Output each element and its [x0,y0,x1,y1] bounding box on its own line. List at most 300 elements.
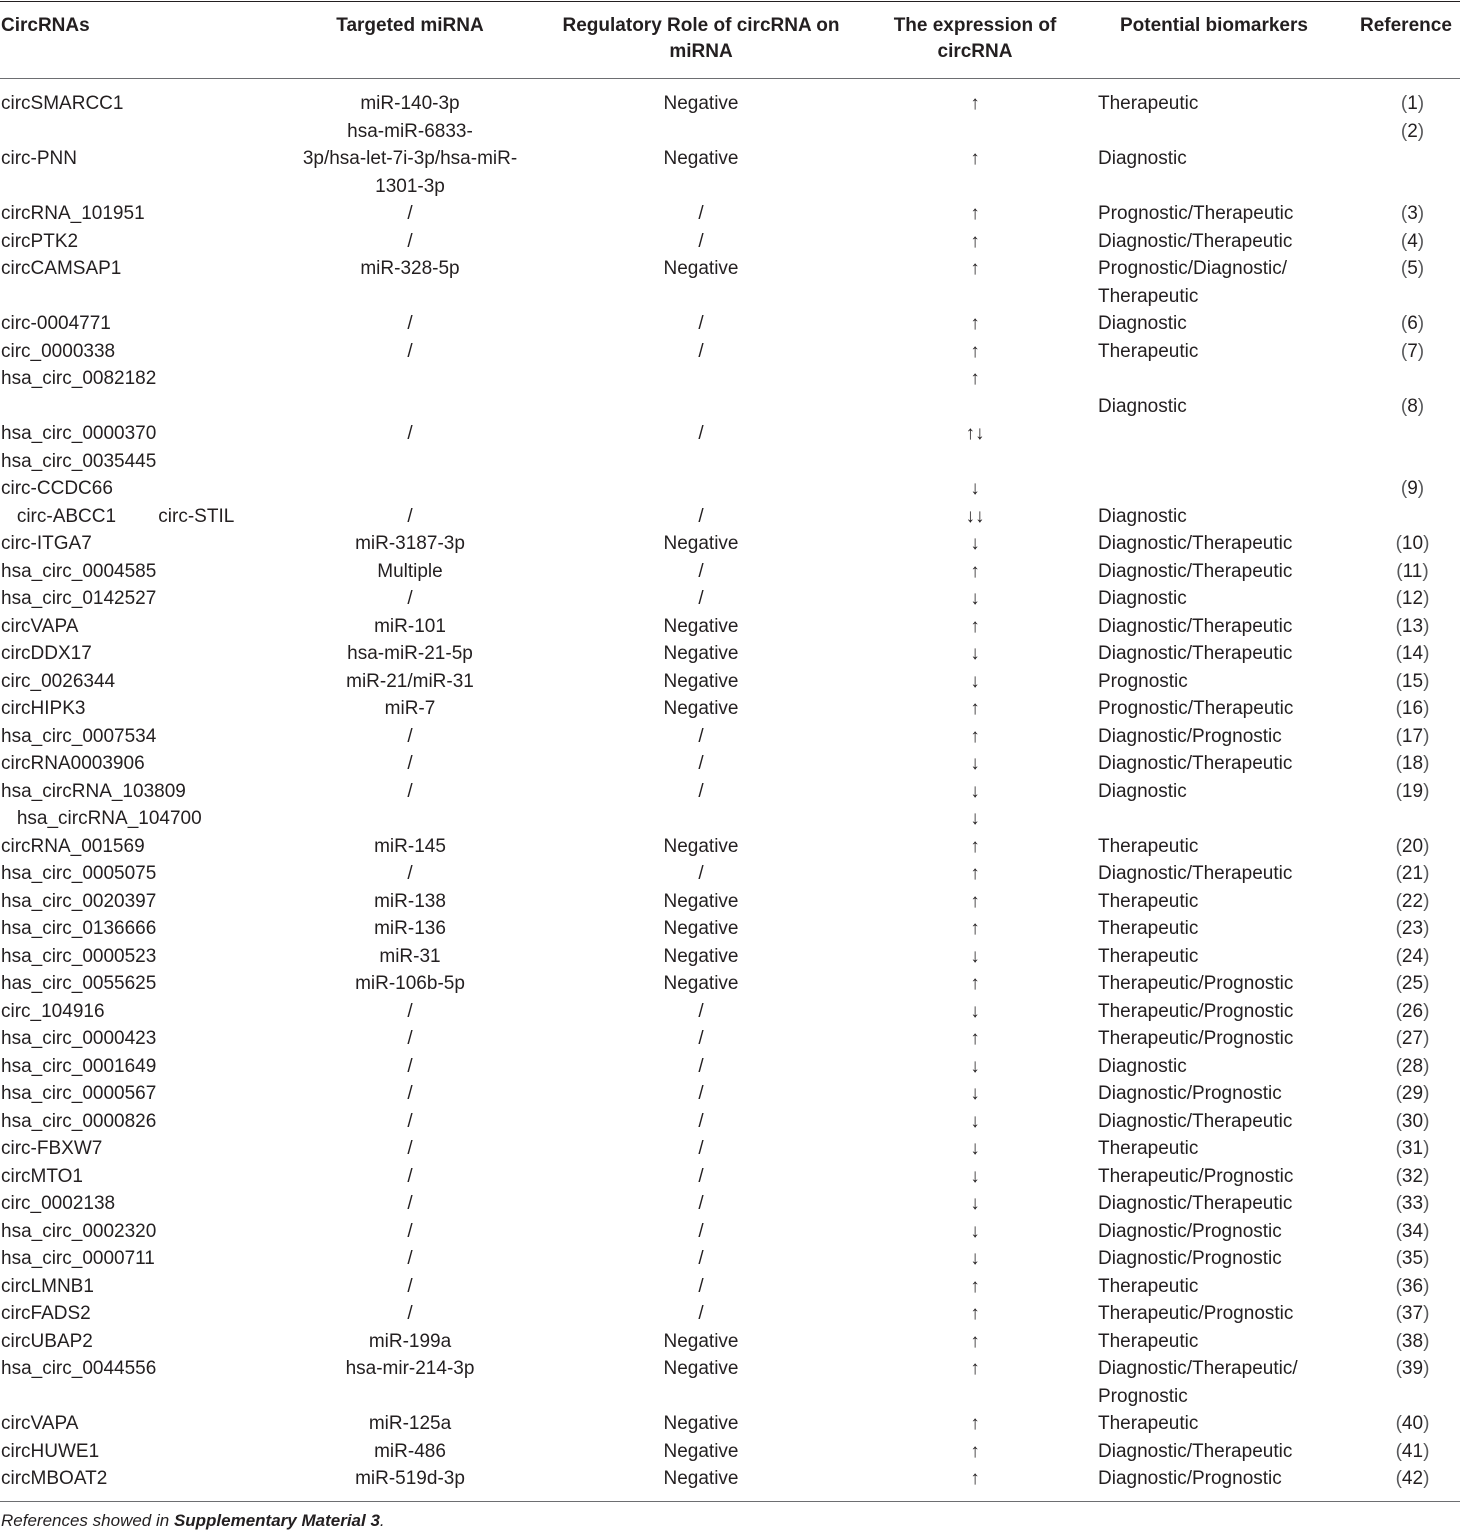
cell-expression: ↑ [970,203,980,224]
cell-expression: ↓↓ [965,505,985,527]
cell-circrna-name: hsa_circ_0000423 [1,1028,157,1049]
cell-targeted-mirna: hsa-miR-21-5p [347,643,473,664]
cell-circrna-name: circCAMSAP1 [1,258,122,279]
cell-targeted-mirna: miR-199a [368,1330,452,1352]
cell-regulatory-role: / [698,1138,704,1159]
cell-regulatory-role: / [698,725,704,747]
cell-reference: (36) [1395,1275,1430,1297]
reference-number[interactable]: 37 [1401,1303,1424,1324]
cell-targeted-mirna: 3p/hsa-let-7i-3p/hsa-miR- [302,148,518,169]
cell-expression: ↑ [970,313,980,334]
cell-biomarker: Diagnostic/Therapeutic [1098,1440,1293,1462]
cell-reference: (7) [1400,340,1425,362]
cell-targeted-mirna: miR-136 [374,918,446,939]
cell-regulatory-role: Negative [663,1413,739,1434]
cell-biomarker: Diagnostic [1098,1055,1187,1077]
cell-reference: (40) [1395,1413,1430,1434]
cell-circrna-name: circ-FBXW7 [1,1138,103,1159]
cell-expression: ↑ [970,698,980,719]
cell-biomarker: Diagnostic/Prognostic [1098,1468,1282,1489]
cell-circrna-name: circRNA_001569 [1,835,145,857]
reference-number[interactable]: 7 [1407,340,1418,362]
cell-regulatory-role: Negative [663,918,739,939]
header-reference: Reference [1360,15,1452,36]
cell-circrna-name: circVAPA [1,615,79,637]
cell-regulatory-role: / [698,560,704,582]
cell-reference: (37) [1395,1303,1430,1324]
cell-targeted-mirna: / [407,1083,413,1104]
reference-number[interactable]: 1 [1407,93,1418,114]
cell-targeted-mirna: miR-519d-3p [355,1468,465,1489]
cell-circrna-name: circRNA0003906 [1,753,145,774]
cell-circrna-name: hsa_circ_0000370 [1,423,157,444]
cell-reference: (1) [1400,93,1425,114]
cell-circrna-name: hsa_circ_0001649 [1,1055,157,1077]
cell-regulatory-role: Negative [663,670,739,692]
cell-circrna-name: circLMNB1 [1,1275,94,1297]
cell-circrna-name: circ-ABCC1 circ-STIL [1,505,235,527]
cell-expression: ↑ [970,560,980,582]
cell-regulatory-role: / [698,203,704,224]
table-footnote [1,1510,385,1532]
cell-biomarker: Diagnostic [1098,505,1187,527]
cell-biomarker: Therapeutic [1098,1275,1199,1297]
cell-targeted-mirna: / [407,423,413,444]
cell-circrna-name: circSMARCC1 [1,93,124,114]
cell-targeted-mirna: / [407,1000,413,1022]
cell-circrna-name: circDDX17 [1,643,92,664]
cell-targeted-mirna: / [407,203,413,224]
header-potential-biomarkers: Potential biomarkers [1120,15,1308,36]
reference-number[interactable]: 11 [1402,560,1423,582]
cell-biomarker: Diagnostic [1098,313,1187,334]
cell-reference: (33) [1395,1193,1430,1214]
cell-expression: ↓ [970,1055,980,1077]
reference-number[interactable]: 4 [1407,230,1418,252]
cell-targeted-mirna: miR-125a [368,1413,452,1434]
reference-number[interactable]: 41 [1401,1440,1424,1462]
cell-regulatory-role: Negative [663,643,739,664]
cell-reference: (32) [1395,1165,1430,1187]
reference-number[interactable]: 30 [1401,1110,1424,1132]
cell-biomarker: Prognostic [1098,1385,1188,1407]
cell-expression: ↑ [970,1275,980,1297]
cell-reference: (10) [1395,533,1430,554]
cell-expression: ↓ [970,1083,980,1104]
cell-regulatory-role: / [698,588,704,609]
cell-reference: (27) [1395,1028,1430,1049]
cell-reference: (8) [1400,395,1425,417]
cell-circrna-name: circHIPK3 [1,698,86,719]
cell-circrna-name: circVAPA [1,1413,79,1434]
cell-expression: ↓ [970,780,980,802]
cell-biomarker: Diagnostic/Prognostic [1098,1220,1282,1242]
cell-expression: ↑ [970,340,980,362]
cell-reference: (35) [1395,1248,1430,1269]
cell-reference: (16) [1395,698,1430,719]
cell-circrna-name: circFADS2 [1,1303,91,1324]
cell-reference: (14) [1395,643,1430,664]
cell-expression: ↓ [970,670,980,692]
cell-reference: (2) [1400,120,1425,142]
cell-regulatory-role: Negative [663,1358,739,1379]
cell-regulatory-role: Negative [663,973,739,994]
cell-regulatory-role: Negative [663,533,739,554]
reference-number[interactable]: 13 [1401,615,1424,637]
reference-number[interactable]: 27 [1401,1028,1424,1049]
cell-biomarker: Diagnostic/Therapeutic [1098,230,1293,252]
reference-number[interactable]: 42 [1401,1468,1424,1489]
cell-targeted-mirna: / [407,1220,413,1242]
cell-targeted-mirna: hsa-mir-214-3p [345,1358,475,1379]
cell-regulatory-role: / [698,313,704,334]
cell-circrna-name: hsa_circ_0005075 [1,863,157,884]
cell-reference: (6) [1400,313,1425,334]
cell-circrna-name: hsa_circ_0004585 [1,560,157,582]
cell-biomarker: Therapeutic [1098,1330,1199,1352]
cell-expression: ↓ [970,1110,980,1132]
cell-targeted-mirna: miR-101 [374,615,446,637]
reference-number[interactable]: 21 [1401,863,1424,884]
supplementary-material-link[interactable]: Supplementary Material 3 [173,1511,380,1530]
cell-regulatory-role: / [698,230,704,252]
cell-targeted-mirna: / [407,230,413,252]
cell-biomarker: Therapeutic [1098,890,1199,912]
reference-number[interactable]: 8 [1407,395,1418,417]
cell-regulatory-role: Negative [663,1468,739,1489]
cell-biomarker: Prognostic/Diagnostic/ [1098,258,1288,279]
cell-circrna-name: hsa_circ_0082182 [1,368,157,389]
cell-expression: ↓ [970,1138,980,1159]
cell-regulatory-role: / [698,753,704,774]
cell-targeted-mirna: miR-145 [374,835,446,857]
cell-circrna-name: circHUWE1 [1,1440,100,1462]
reference-number[interactable]: 18 [1401,753,1424,774]
cell-circrna-name: circ-PNN [1,148,77,169]
reference-number[interactable]: 28 [1401,1055,1424,1077]
reference-number[interactable]: 16 [1401,698,1424,719]
cell-targeted-mirna: miR-7 [384,698,436,719]
cell-circrna-name: has_circ_0055625 [1,973,157,994]
cell-reference: (31) [1395,1138,1430,1159]
cell-expression: ↑ [970,1303,980,1324]
cell-regulatory-role: / [698,1248,704,1269]
cell-circrna-name: hsa_circ_0020397 [1,890,157,912]
cell-regulatory-role: Negative [663,258,739,279]
reference-number[interactable]: 39 [1401,1358,1424,1379]
cell-circrna-name: circMTO1 [1,1165,83,1187]
cell-reference: (23) [1395,918,1430,939]
cell-targeted-mirna: miR-31 [379,945,441,967]
cell-targeted-mirna: / [407,780,413,802]
cell-expression: ↓ [970,478,980,499]
reference-number[interactable]: 33 [1401,1193,1424,1214]
cell-circrna-name: circPTK2 [1,230,79,252]
cell-targeted-mirna: / [407,1110,413,1132]
reference-number[interactable]: 24 [1401,945,1424,967]
cell-circrna-name: hsa_circ_0007534 [1,725,157,747]
cell-regulatory-role: / [698,505,704,527]
cell-regulatory-role: Negative [663,1440,739,1462]
cell-regulatory-role: Negative [663,890,739,912]
reference-number[interactable]: 20 [1401,835,1424,857]
reference-number[interactable]: 29 [1401,1083,1424,1104]
cell-reference: (30) [1395,1110,1430,1132]
cell-expression: ↑ [970,1330,980,1352]
cell-biomarker: Diagnostic/Prognostic [1098,1248,1282,1269]
cell-biomarker: Diagnostic/Prognostic [1098,725,1282,747]
header-circrnas: CircRNAs [1,15,90,36]
cell-circrna-name: hsa_circ_0000711 [1,1248,155,1269]
footnote-suffix: . [379,1511,385,1530]
cell-biomarker: Therapeutic [1098,1138,1199,1159]
cell-circrna-name: circMBOAT2 [1,1468,108,1489]
cell-reference: (19) [1395,780,1430,802]
cell-expression: ↑ [970,1413,980,1434]
cell-expression: ↓ [970,588,980,609]
cell-expression: ↑↓ [965,423,985,444]
cell-expression: ↑ [970,890,980,912]
header-expression: The expression of circRNA [893,15,1057,62]
reference-number[interactable]: 22 [1401,890,1424,912]
reference-number[interactable]: 6 [1407,313,1418,334]
cell-targeted-mirna: miR-106b-5p [355,973,465,994]
cell-regulatory-role: / [698,423,704,444]
cell-biomarker: Diagnostic/Therapeutic/ [1098,1358,1298,1379]
reference-number[interactable]: 5 [1407,258,1418,279]
cell-expression: ↓ [970,1220,980,1242]
cell-expression: ↓ [970,945,980,967]
cell-circrna-name: circ_0000338 [1,340,116,362]
cell-reference: (4) [1400,230,1425,252]
cell-reference: (39) [1395,1358,1430,1379]
cell-reference: (20) [1395,835,1430,857]
cell-expression: ↑ [970,1028,980,1049]
table-bottom-rule [0,1501,1460,1502]
cell-biomarker: Therapeutic [1098,918,1199,939]
reference-number[interactable]: 40 [1401,1413,1424,1434]
cell-reference: (18) [1395,753,1430,774]
cell-expression: ↑ [970,725,980,747]
cell-circrna-name: circ_0002138 [1,1193,116,1214]
cell-regulatory-role: / [698,1083,704,1104]
cell-reference: (15) [1395,670,1430,692]
cell-reference: (12) [1395,588,1430,609]
cell-biomarker: Therapeutic [1098,285,1199,307]
cell-circrna-name: circ_0026344 [1,670,116,692]
cell-biomarker: Diagnostic/Therapeutic [1098,560,1293,582]
reference-number[interactable]: 2 [1407,120,1418,142]
cell-reference: (34) [1395,1220,1430,1242]
cell-expression: ↑ [970,148,980,169]
cell-expression: ↑ [970,230,980,252]
cell-biomarker: Diagnostic/Therapeutic [1098,533,1293,554]
cell-targeted-mirna: / [407,1275,413,1297]
cell-biomarker: Diagnostic [1098,588,1187,609]
cell-targeted-mirna: / [407,340,413,362]
cell-circrna-name: circUBAP2 [1,1330,93,1352]
cell-reference: (21) [1395,863,1430,884]
reference-number[interactable]: 36 [1401,1275,1424,1297]
cell-targeted-mirna: miR-486 [374,1440,446,1462]
cell-targeted-mirna: / [407,863,413,884]
cell-reference: (42) [1395,1468,1430,1489]
cell-targeted-mirna: / [407,1028,413,1049]
cell-targeted-mirna: miR-140-3p [360,93,460,114]
cell-reference: (22) [1395,890,1430,912]
cell-regulatory-role: Negative [663,835,739,857]
cell-biomarker: Diagnostic/Therapeutic [1098,863,1293,884]
cell-expression: ↓ [970,1165,980,1187]
reference-number[interactable]: 14 [1401,643,1424,664]
cell-targeted-mirna: / [407,1248,413,1269]
cell-expression: ↓ [970,1000,980,1022]
cell-expression: ↑ [970,258,980,279]
cell-expression: ↓ [970,643,980,664]
cell-targeted-mirna: miR-21/miR-31 [346,670,474,692]
cell-biomarker: Therapeutic/Prognostic [1098,1000,1294,1022]
cell-expression: ↑ [970,1440,980,1462]
cell-biomarker: Therapeutic/Prognostic [1098,1028,1294,1049]
cell-targeted-mirna: / [407,313,413,334]
reference-number[interactable]: 23 [1401,918,1424,939]
cell-targeted-mirna: hsa-miR-6833- [347,120,473,142]
reference-number[interactable]: 12 [1401,588,1424,609]
cell-biomarker: Therapeutic/Prognostic [1098,1165,1294,1187]
cell-reference: (5) [1400,258,1425,279]
header-regulatory-role: Regulatory Role of circRNA on miRNA [562,15,840,62]
cell-regulatory-role: / [698,340,704,362]
reference-number[interactable]: 19 [1401,780,1424,802]
cell-regulatory-role: / [698,1055,704,1077]
cell-targeted-mirna: miR-328-5p [360,258,460,279]
cell-biomarker: Diagnostic [1098,780,1187,802]
cell-targeted-mirna: / [407,588,413,609]
cell-regulatory-role: Negative [663,698,739,719]
cell-circrna-name: hsa_circ_0044556 [1,1358,157,1379]
cell-reference: (9) [1400,478,1425,499]
reference-number[interactable]: 34 [1401,1220,1424,1242]
cell-regulatory-role: Negative [663,148,739,169]
cell-circrna-name: hsa_circ_0000567 [1,1083,157,1104]
cell-circrna-name: hsa_circ_0035445 [1,450,157,472]
cell-targeted-mirna: / [407,505,413,527]
cell-targeted-mirna: 1301-3p [375,175,445,197]
reference-number[interactable]: 32 [1401,1165,1424,1187]
cell-regulatory-role: / [698,1275,704,1297]
cell-biomarker: Therapeutic [1098,1413,1199,1434]
cell-biomarker: Therapeutic [1098,945,1199,967]
cell-expression: ↑ [970,835,980,857]
cell-circrna-name: hsa_circ_0002320 [1,1220,157,1242]
cell-biomarker: Therapeutic [1098,93,1199,114]
reference-number[interactable]: 15 [1401,670,1424,692]
cell-regulatory-role: Negative [663,93,739,114]
cell-circrna-name: hsa_circRNA_104700 [1,808,202,829]
cell-expression: ↓ [970,533,980,554]
reference-number[interactable]: 35 [1401,1248,1424,1269]
cell-regulatory-role: / [698,1165,704,1187]
footnote-prefix: References showed in [1,1511,174,1530]
cell-regulatory-role: Negative [663,615,739,637]
cell-regulatory-role: / [698,1303,704,1324]
cell-biomarker: Diagnostic/Therapeutic [1098,643,1293,664]
cell-circrna-name: circRNA_101951 [1,203,145,224]
reference-number[interactable]: 3 [1407,203,1418,224]
cell-reference: (29) [1395,1083,1430,1104]
cell-targeted-mirna: / [407,753,413,774]
cell-regulatory-role: Negative [663,945,739,967]
cell-circrna-name: hsa_circ_0142527 [1,588,157,609]
cell-circrna-name: hsa_circ_0136666 [1,918,157,939]
cell-regulatory-role: / [698,1110,704,1132]
cell-biomarker: Prognostic/Therapeutic [1098,698,1294,719]
cell-biomarker: Diagnostic/Therapeutic [1098,615,1293,637]
cell-biomarker: Therapeutic/Prognostic [1098,1303,1294,1324]
cell-expression: ↑ [970,863,980,884]
cell-targeted-mirna: / [407,725,413,747]
cell-reference: (3) [1400,203,1425,224]
cell-expression: ↓ [970,808,980,829]
cell-circrna-name: circ_104916 [1,1000,105,1022]
cell-biomarker: Prognostic/Therapeutic [1098,203,1294,224]
cell-targeted-mirna: / [407,1055,413,1077]
cell-biomarker: Diagnostic [1098,395,1187,417]
cell-targeted-mirna: miR-3187-3p [355,533,465,554]
table-header-rule [0,78,1460,79]
cell-regulatory-role: / [698,1000,704,1022]
cell-biomarker: Therapeutic [1098,835,1199,857]
cell-biomarker: Diagnostic/Therapeutic [1098,1110,1293,1132]
cell-regulatory-role: / [698,780,704,802]
reference-number[interactable]: 26 [1401,1000,1424,1022]
cell-biomarker: Diagnostic/Therapeutic [1098,753,1293,774]
cell-targeted-mirna: / [407,1165,413,1187]
reference-number[interactable]: 25 [1401,973,1424,994]
cell-expression: ↑ [970,973,980,994]
cell-expression: ↓ [970,753,980,774]
cell-circrna-name: circ-CCDC66 [1,478,113,499]
cell-biomarker: Diagnostic [1098,148,1187,169]
reference-number[interactable]: 10 [1401,533,1424,554]
cell-regulatory-role: / [698,863,704,884]
cell-circrna-name: hsa_circ_0000826 [1,1110,157,1132]
reference-number[interactable]: 17 [1401,725,1424,747]
cell-circrna-name: hsa_circ_0000523 [1,945,157,967]
cell-expression: ↑ [970,918,980,939]
table-top-rule [0,1,1460,2]
cell-reference: (24) [1395,945,1430,967]
cell-reference: (25) [1395,973,1430,994]
cell-regulatory-role: / [698,1193,704,1214]
cell-targeted-mirna: / [407,1138,413,1159]
cell-expression: ↑ [970,1358,980,1379]
cell-expression: ↓ [970,1193,980,1214]
reference-number[interactable]: 38 [1401,1330,1424,1352]
cell-biomarker: Therapeutic [1098,340,1199,362]
reference-number[interactable]: 31 [1401,1138,1424,1159]
reference-number[interactable]: 9 [1407,478,1418,499]
cell-reference: (28) [1395,1055,1430,1077]
cell-expression: ↑ [970,1468,980,1489]
cell-expression: ↑ [970,93,980,114]
cell-targeted-mirna: / [407,1303,413,1324]
cell-regulatory-role: Negative [663,1330,739,1352]
cell-expression: ↑ [970,615,980,637]
cell-biomarker: Prognostic [1098,670,1188,692]
cell-biomarker: Diagnostic/Therapeutic [1098,1193,1293,1214]
cell-targeted-mirna: / [407,1193,413,1214]
